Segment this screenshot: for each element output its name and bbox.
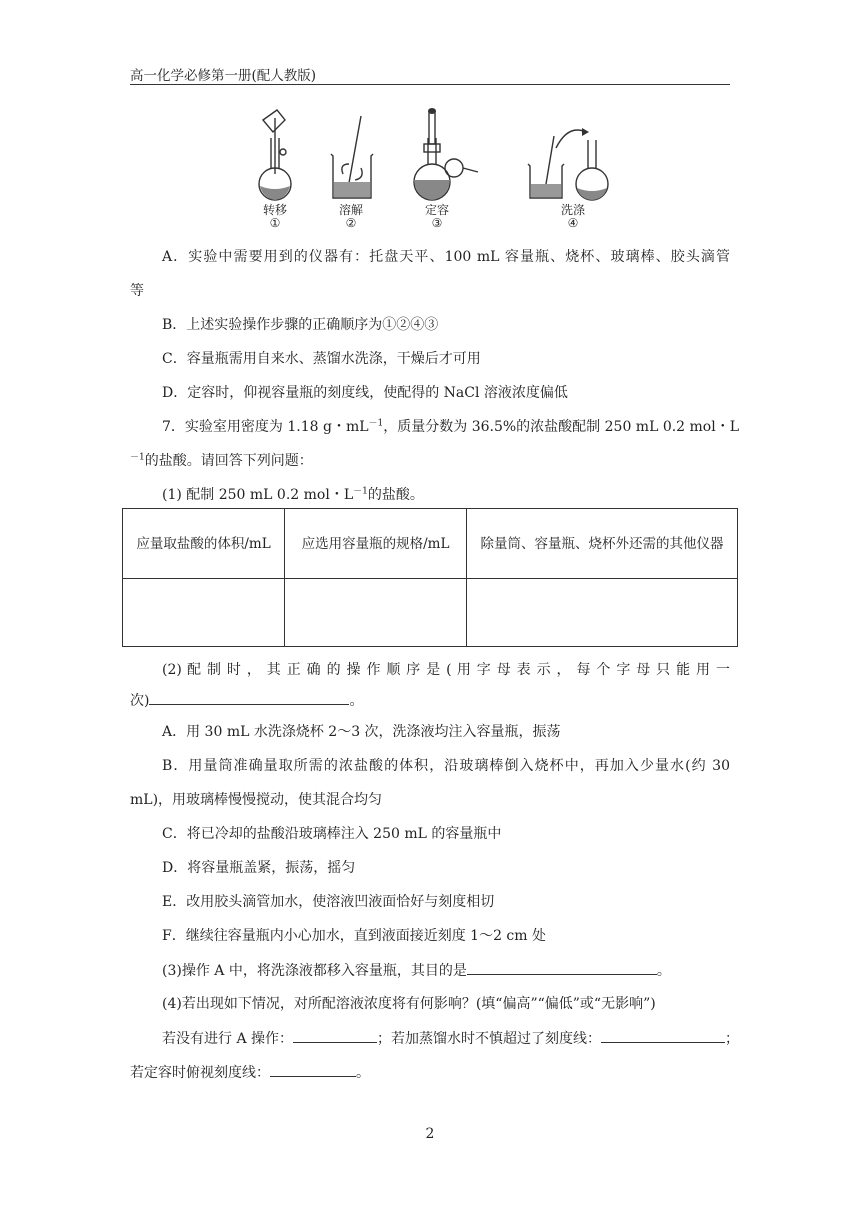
question-7-line1: 7．实验室用密度为 1.18 g・$mL^{-1}$，质量分数为 36.5%的浓盐酸配制 250 mL 0.2 mol・L bbox=[162, 418, 740, 435]
answer-table bbox=[122, 508, 738, 647]
answer-blank-look-down[interactable] bbox=[270, 1062, 356, 1077]
figure-number: ③ bbox=[431, 216, 443, 230]
step-b-line2: mL)，用玻璃棒慢慢搅动，使其混合均匀 bbox=[130, 792, 383, 808]
page-header bbox=[130, 62, 730, 85]
question-4-line1: (4)若出现如下情况，对所配溶液浓度将有何影响？(填“偏高”“偏低”或“无影响”) bbox=[162, 996, 656, 1012]
header-title: 高一化学必修第一册(配人教版) bbox=[130, 68, 317, 84]
question-3: (3)操作 A 中，将洗涤液都移入容量瓶，其目的是 。 bbox=[162, 960, 730, 981]
experiment-figures bbox=[240, 108, 620, 236]
question-7-line2: $^{-1}$的盐酸。请回答下列问题： bbox=[130, 452, 313, 469]
table-header-row bbox=[123, 509, 738, 579]
answer-blank-over-mark[interactable] bbox=[601, 1028, 725, 1043]
volumetric-flask-transfer-icon bbox=[245, 108, 305, 204]
table-header-cell: 除量筒、容量瓶、烧杯外还需的其他仪器 bbox=[466, 509, 737, 579]
step-c: C．将已冷却的盐酸沿玻璃棒注入 250 mL 的容量瓶中 bbox=[162, 826, 502, 842]
figure-dissolve bbox=[316, 108, 386, 230]
option-d: D．定容时，仰视容量瓶的刻度线，使配得的 NaCl 溶液浓度偏低 bbox=[162, 385, 568, 401]
step-b-line1: B．用量筒准确量取所需的浓盐酸的体积，沿玻璃棒倒入烧杯中，再加入少量水(约 30 bbox=[162, 758, 730, 774]
answer-blank-no-step-a[interactable] bbox=[293, 1028, 377, 1043]
answer-cell-flask-spec[interactable] bbox=[285, 579, 467, 647]
figure-number: ④ bbox=[567, 216, 579, 230]
answer-blank-purpose[interactable] bbox=[467, 960, 657, 975]
question-7-part1: (1) 配制 250 mL 0.2 mol・$L^{-1}$的盐酸。 bbox=[162, 486, 424, 503]
page-number: 2 bbox=[425, 1126, 435, 1142]
volumetric-flask-dropper-icon bbox=[402, 108, 482, 204]
figure-label: 溶解 bbox=[338, 203, 363, 217]
figure-number: ② bbox=[345, 216, 357, 230]
step-f: F．继续往容量瓶内小心加水，直到液面接近刻度 1～2 cm 处 bbox=[162, 928, 546, 944]
figure-label: 定容 bbox=[424, 203, 449, 217]
question-2-line1: (2) 配 制 时 ， 其 正 确 的 操 作 顺 序 是 ( 用 字 母 表 示 ， 每 个 字 母 只 能 用 一 bbox=[162, 662, 730, 678]
figure-label: 洗涤 bbox=[560, 203, 585, 217]
question-2-line2: 次) 。 bbox=[130, 690, 730, 711]
figure-number: ① bbox=[269, 216, 281, 230]
answer-blank-order[interactable] bbox=[149, 690, 349, 705]
step-a: A．用 30 mL 水洗涤烧杯 2～3 次，洗涤液均注入容量瓶，振荡 bbox=[162, 724, 561, 740]
figure-fix-volume bbox=[402, 108, 472, 230]
option-a-line2: 等 bbox=[130, 283, 144, 299]
option-b: B．上述实验操作步骤的正确顺序为①②④③ bbox=[162, 317, 439, 333]
answer-cell-volume[interactable] bbox=[123, 579, 285, 647]
step-d: D．将容量瓶盖紧，振荡，摇匀 bbox=[162, 860, 356, 876]
table-header-cell: 应量取盐酸的体积/mL bbox=[123, 509, 285, 579]
answer-cell-other-instruments[interactable] bbox=[466, 579, 737, 647]
figure-rinse bbox=[526, 108, 620, 230]
table-header-cell: 应选用容量瓶的规格/mL bbox=[285, 509, 467, 579]
beaker-stirring-icon bbox=[321, 108, 381, 204]
step-e: E．改用胶头滴管加水，使溶液凹液面恰好与刻度相切 bbox=[162, 894, 495, 910]
option-a-line1: A．实验中需要用到的仪器有：托盘天平、100 mL 容量瓶、烧杯、玻璃棒、胶头滴管 bbox=[162, 249, 730, 265]
figure-label: 转移 bbox=[262, 203, 287, 217]
question-4-line3: 若定容时俯视刻度线： 。 bbox=[130, 1062, 730, 1083]
question-4-line2: 若没有进行 A 操作： ；若加蒸馏水时不慎超过了刻度线： ； bbox=[162, 1028, 730, 1049]
table-answer-row bbox=[123, 579, 738, 647]
option-c: C．容量瓶需用自来水、蒸馏水洗涤，干燥后才可用 bbox=[162, 351, 481, 367]
beaker-rinse-icon bbox=[526, 108, 620, 204]
figure-transfer bbox=[240, 108, 310, 230]
